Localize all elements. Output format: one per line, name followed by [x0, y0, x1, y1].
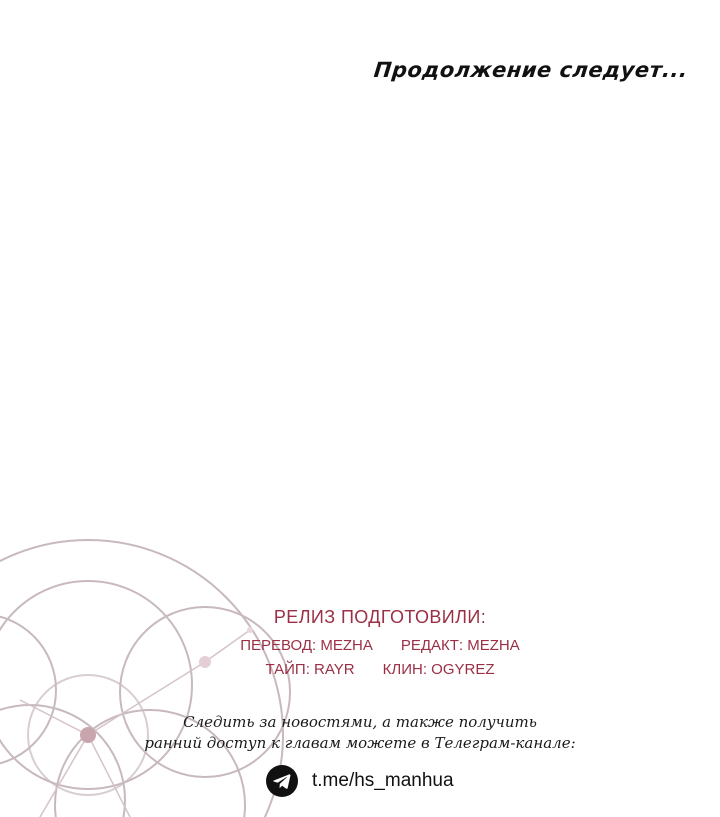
credit-translation: ПЕРЕВОД: MEZHA	[240, 637, 373, 654]
decor-circle-top	[0, 581, 192, 789]
continue-text: Продолжение следует...	[372, 58, 690, 82]
follow-text-line-2: ранний доступ к главам можете в Телеграм-канале:	[144, 734, 576, 752]
credits-row-1	[180, 637, 580, 654]
telegram-link-text[interactable]: t.me/hs_manhua	[312, 770, 454, 791]
credits-title: РЕЛИЗ ПОДГОТОВИЛИ:	[273, 607, 487, 627]
telegram-icon	[266, 765, 298, 797]
decor-line	[40, 735, 88, 817]
credit-edit: РЕДАКТ: MEZHA	[400, 637, 520, 654]
follow-text-line-1: Следить за новостями, а также получить	[183, 713, 537, 731]
telegram-link[interactable]	[266, 765, 454, 797]
credits-row-2	[180, 661, 580, 678]
decor-node-main	[80, 727, 96, 743]
credit-clean: КЛИН: OGYREZ	[382, 661, 495, 678]
credit-type: ТАЙП: RAYR	[265, 661, 355, 678]
